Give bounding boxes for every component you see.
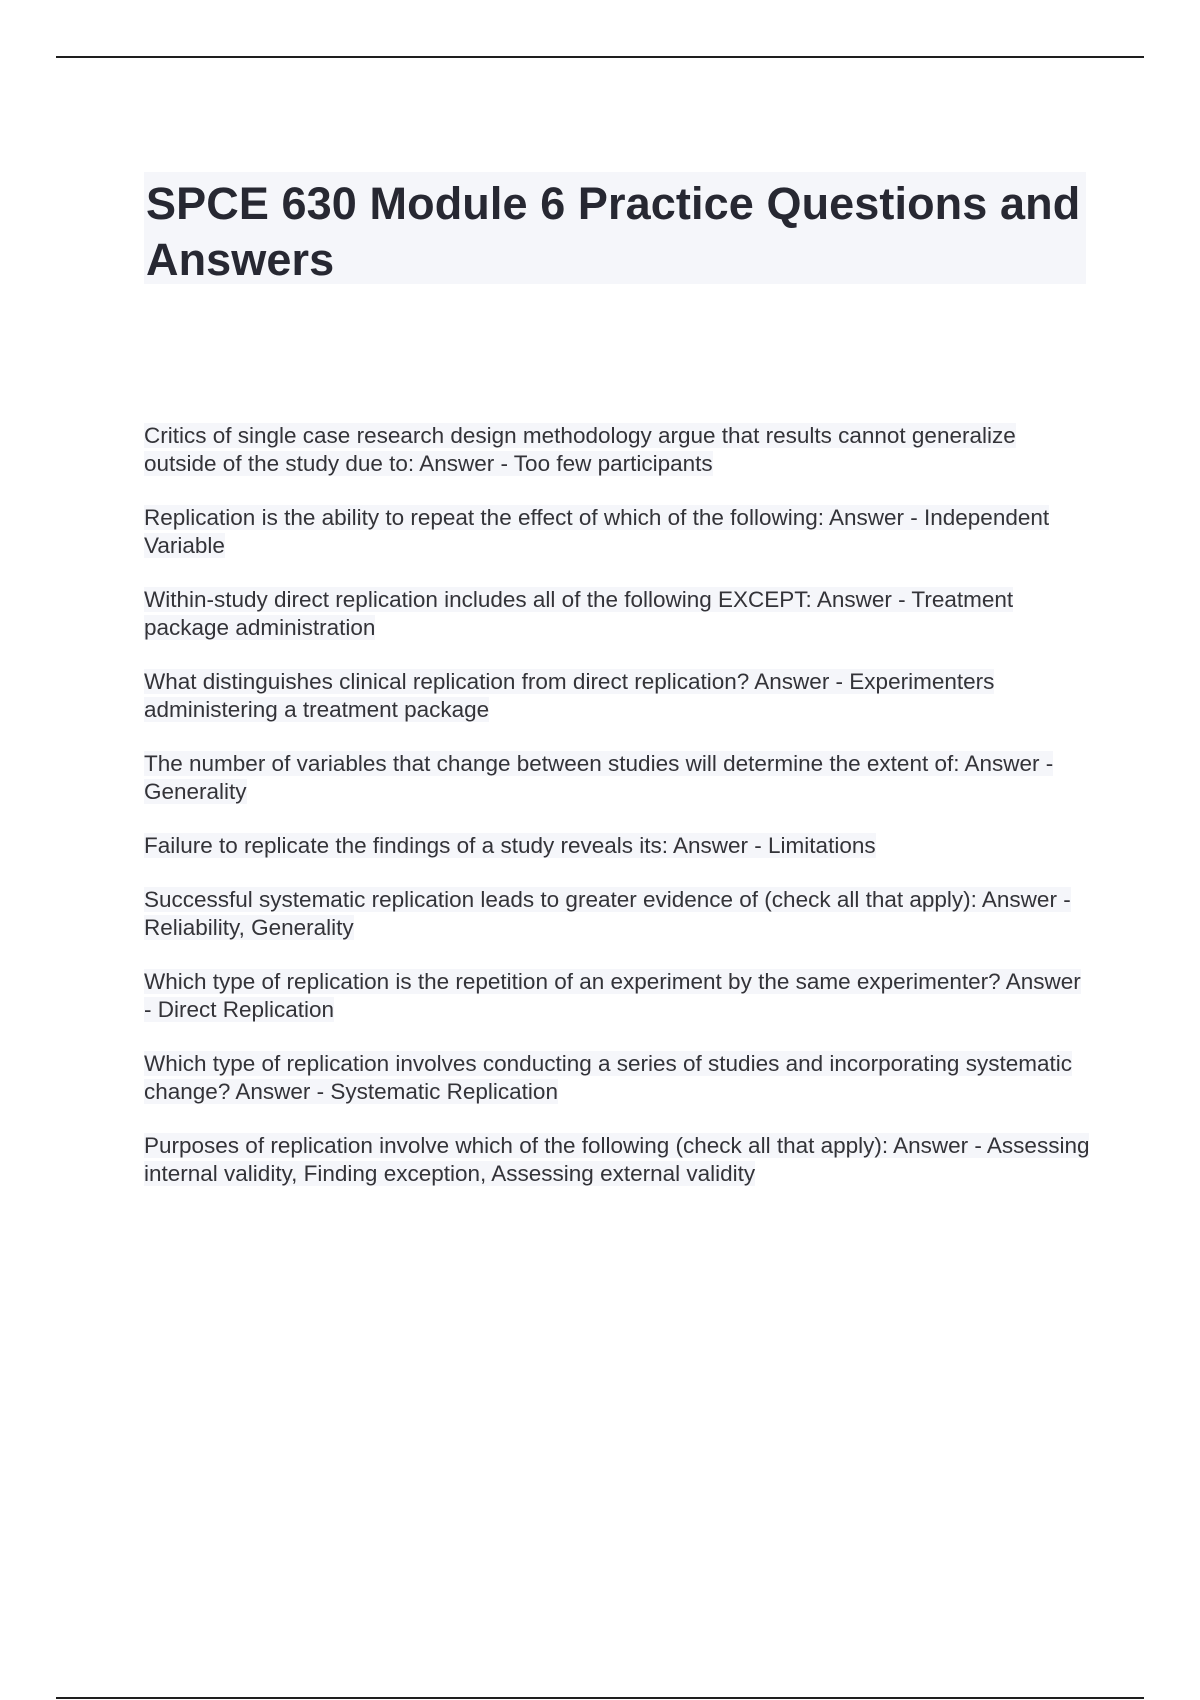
qa-text: Successful systematic replication leads to greater evidence of (check all that apply): Answer - Reliability, Generality (144, 887, 1071, 940)
qa-item (144, 1050, 1094, 1106)
qa-text: Which type of replication involves conducting a series of studies and incorporating systematic change? Answer - Systematic Replication (144, 1051, 1072, 1104)
qa-text: Failure to replicate the findings of a study reveals its: Answer - Limitations (144, 833, 876, 858)
qa-text: What distinguishes clinical replication from direct replication? Answer - Experimenters administering a treatment package (144, 669, 995, 722)
qa-text: Purposes of replication involve which of the following (check all that apply): Answer - Assessing internal validity, Finding exception, Assessing external validity (144, 1133, 1090, 1186)
qa-item (144, 504, 1094, 560)
qa-item (144, 668, 1094, 724)
qa-list (144, 422, 1094, 1214)
qa-item (144, 750, 1094, 806)
qa-item (144, 586, 1094, 642)
qa-item (144, 832, 1094, 860)
qa-item (144, 886, 1094, 942)
qa-item (144, 968, 1094, 1024)
qa-text: Critics of single case research design methodology argue that results cannot generalize outside of the study due to: Answer - Too few participants (144, 423, 1016, 476)
page-title: SPCE 630 Module 6 Practice Questions and Answers (146, 178, 1081, 285)
qa-text: Which type of replication is the repetition of an experiment by the same experimenter? Answer - Direct Replication (144, 969, 1081, 1022)
bottom-divider (56, 1697, 1144, 1699)
title-block (144, 172, 1086, 284)
qa-text: The number of variables that change between studies will determine the extent of: Answer - Generality (144, 751, 1054, 804)
qa-item (144, 1132, 1094, 1188)
top-divider (56, 56, 1144, 58)
qa-text: Replication is the ability to repeat the effect of which of the following: Answer - Independent Variable (144, 505, 1050, 558)
qa-item (144, 422, 1094, 478)
qa-text: Within-study direct replication includes all of the following EXCEPT: Answer - Treatment package administration (144, 587, 1014, 640)
